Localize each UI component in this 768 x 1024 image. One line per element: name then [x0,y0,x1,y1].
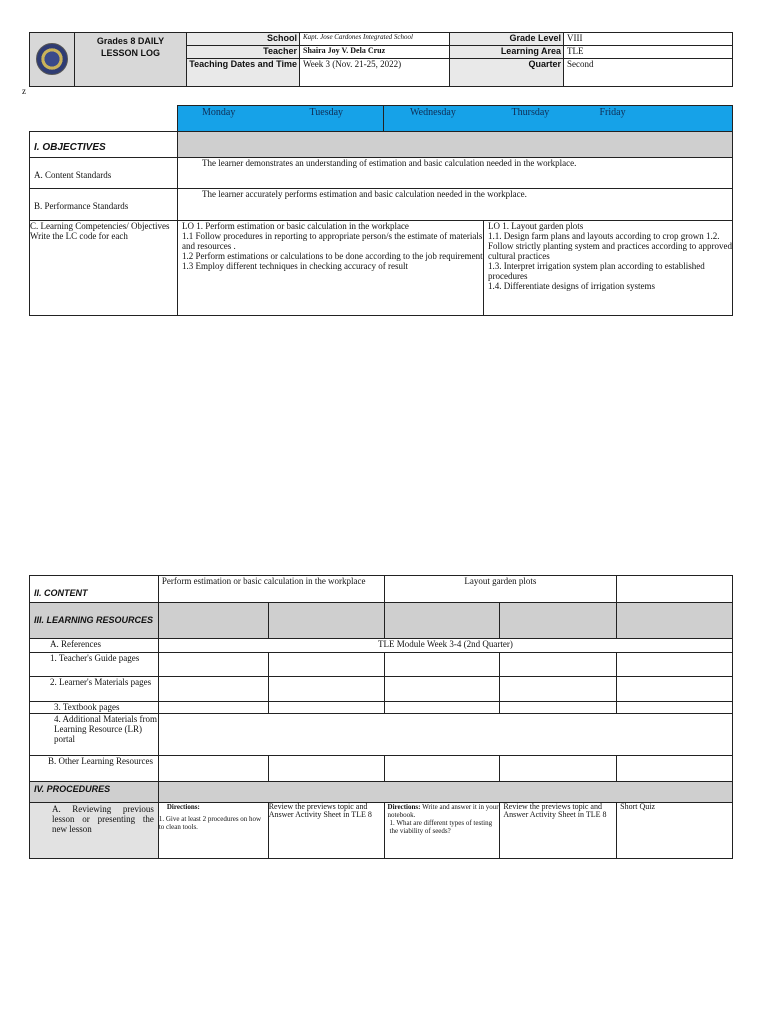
content-topic-2: Layout garden plots [384,576,617,603]
deped-seal-cell [30,33,75,87]
content-standards-text: The learner demonstrates an understanding of estimation and basic calculation needed in the workplace. [178,158,733,189]
stray-mark: z [22,86,26,96]
day-thursday: Thursday [484,106,592,132]
teacher-value: Shaira Joy V. Dela Cruz [300,46,450,59]
competencies-lo2: LO 1. Layout garden plots 1.1. Design farm plans and layouts according to crop grown 1.2. Follow strictly planting system and practices according to approved cultural practices 1.3. Interpret irrigation system plan according to established procedures 1.4. Differentiate designs of irrigation systems [484,221,733,316]
objectives-table [29,105,733,316]
lr-gray-mon [158,603,268,639]
teacher-label: Teacher [187,46,300,59]
teaching-dates-label: Teaching Dates and Time [187,59,300,87]
lr-gray-wed [384,603,500,639]
objectives-heading: I. OBJECTIVES [30,132,178,158]
content-heading: II. CONTENT [30,576,159,603]
textbook-label: 3. Textbook pages [30,702,159,714]
content-friday-blank [617,576,733,603]
quarter-value: Second [564,59,733,87]
day-monday: Monday [178,106,310,132]
lr-gray-fri [617,603,733,639]
other-resources-label: B. Other Learning Resources [30,756,159,782]
proc-thursday: Review the previews topic and Answer Activity Sheet in TLE 8 [500,803,617,859]
proc-friday: Short Quiz [617,803,733,859]
references-label: A. References [30,639,159,653]
procedures-gray-band [158,782,732,803]
school-label: School [187,33,300,46]
learning-area-label: Learning Area [450,46,564,59]
proc-monday: Directions: 1. Give at least 2 procedures on how to clean tools. [158,803,268,859]
content-standards-label: A. Content Standards [30,158,178,189]
teaching-dates-value: Week 3 (Nov. 21-25, 2022) [300,59,450,87]
day-wednesday: Wednesday [384,106,484,132]
teachers-guide-label: 1. Teacher's Guide pages [30,653,159,677]
day-tuesday: Tuesday [310,106,384,132]
objectives-gray-band [178,132,733,158]
proc-tuesday: Review the previews topic and Answer Activity Sheet in TLE 8 [268,803,384,859]
lesson-log-title: Grades 8 DAILY LESSON LOG [75,33,187,87]
performance-standards-text: The learner accurately performs estimation and basic calculation needed in the workplace. [178,189,733,221]
lr-gray-thu [500,603,617,639]
lr-gray-tue [268,603,384,639]
learning-area-value: TLE [564,46,733,59]
day-friday: Friday [592,106,733,132]
proc-wednesday: Directions: Write and answer it in your notebook. 1. What are different types of testing the viability of seeds? [384,803,500,859]
grade-level-label: Grade Level [450,33,564,46]
learning-resources-heading: III. LEARNING RESOURCES [30,603,159,639]
performance-standards-label: B. Performance Standards [30,189,178,221]
reviewing-lesson-label: A. Reviewing previous lesson or presenting the new lesson [30,803,159,859]
grade-level-value: VIII [564,33,733,46]
content-table [29,575,733,859]
references-value: TLE Module Week 3-4 (2nd Quarter) [158,639,732,653]
school-value: Kapt. Jose Cardones Integrated School [300,33,450,46]
competencies-lo1: LO 1. Perform estimation or basic calculation in the workplace 1.1 Follow procedures in reporting to appropriate person/s the estimate of materials and resources . 1.2 Perform estimations or calculations to be done according to the job requirement 1.3 Employ different techniques in checking accuracy of result [178,221,484,316]
learners-materials-label: 2. Learner's Materials pages [30,677,159,702]
competencies-label: C. Learning Competencies/ Objectives Write the LC code for each [30,221,178,316]
corner-blank [30,106,178,132]
content-topic-1: Perform estimation or basic calculation in the workplace [158,576,384,603]
procedures-heading: IV. PROCEDURES [30,782,159,803]
quarter-label: Quarter [450,59,564,87]
deped-seal-icon [36,43,68,75]
header-table [29,32,733,87]
additional-materials-label: 4. Additional Materials from Learning Resource (LR) portal [30,714,159,756]
